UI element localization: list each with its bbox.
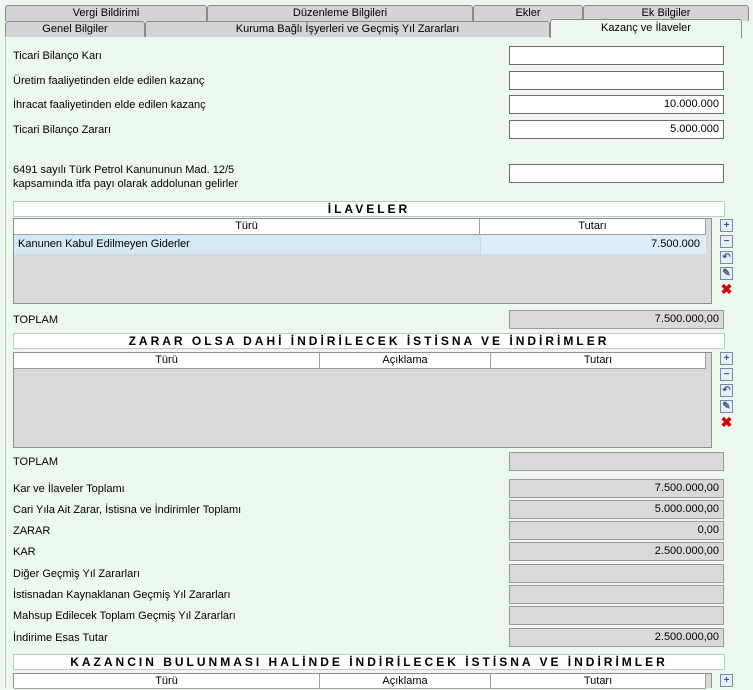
edit-icon[interactable]: ✎ — [720, 267, 733, 280]
cari-yil-zarar-label: Cari Yıla Ait Zarar, İstisna ve İndirimler Toplamı — [13, 504, 242, 516]
uretim-kazanc-label: Üretim faaliyetinden elde edilen kazanç — [13, 75, 205, 87]
kar-label: KAR — [13, 546, 36, 558]
ticari-bilanco-kari-input[interactable] — [509, 46, 724, 65]
zarar-toplam-value — [509, 452, 724, 471]
mahsup-edilecek-label: Mahsup Edilecek Toplam Geçmiş Yıl Zararları — [13, 610, 236, 622]
petrol-kanunu-label-line2: kapsamında itfa payı olarak addolunan gelirler — [13, 178, 239, 190]
diger-gecmis-yil-value — [509, 564, 724, 583]
zarar-toplam-label: TOPLAM — [13, 456, 59, 468]
ihracat-kazanc-input[interactable]: 10.000.000 — [509, 95, 724, 114]
zarar-istisna-grid — [13, 352, 712, 448]
tab-genel-bilgiler[interactable]: Genel Bilgiler — [5, 21, 145, 37]
petrol-kanunu-label-line1: 6491 sayılı Türk Petrol Kanununun Mad. 12/5 — [13, 164, 235, 176]
ilaveler-toplam-label: TOPLAM — [13, 314, 59, 326]
ilaveler-toplam-value: 7.500.000,00 — [509, 310, 724, 329]
remove-row-icon[interactable]: − — [720, 235, 733, 248]
kazanc-istisna-title: KAZANCIN BULUNMASI HALİNDE İNDİRİLECEK İSTİSNA VE İNDİRİMLER — [13, 654, 725, 670]
ilaveler-grid — [13, 218, 712, 304]
zarar-istisna-title: ZARAR OLSA DAHİ İNDİRİLECEK İSTİSNA VE İNDİRİMLER — [13, 333, 725, 349]
kar-value: 2.500.000,00 — [509, 542, 724, 561]
zarar-col-aciklama[interactable]: Açıklama — [320, 353, 491, 369]
ilaveler-col-tutari[interactable]: Tutarı — [480, 219, 706, 235]
indirime-esas-tutar-label: İndirime Esas Tutar — [13, 632, 108, 644]
kazanc-col-aciklama[interactable]: Açıklama — [320, 674, 491, 689]
zarar-value: 0,00 — [509, 521, 724, 540]
delete-icon[interactable]: ✖ — [720, 281, 733, 297]
zarar-col-tutari[interactable]: Tutarı — [491, 353, 706, 369]
tab-vergi-bildirimi[interactable]: Vergi Bildirimi — [5, 5, 207, 21]
kazanc-col-turu[interactable]: Türü — [14, 674, 320, 689]
ticari-bilanco-zarari-label: Ticari Bilanço Zararı — [13, 124, 112, 136]
istisnadan-kaynaklanan-label: İstisnadan Kaynaklanan Geçmiş Yıl Zararları — [13, 589, 231, 601]
ilaveler-row-tutari: 7.500.000 — [480, 235, 706, 254]
kar-ilaveler-toplami-label: Kar ve İlaveler Toplamı — [13, 483, 125, 495]
zarar-label: ZARAR — [13, 525, 51, 537]
ihracat-kazanc-label: İhracat faaliyetinden elde edilen kazanç — [13, 99, 206, 111]
kazanc-istisna-grid — [13, 673, 712, 688]
cari-yil-zarar-value: 5.000.000,00 — [509, 500, 724, 519]
ilaveler-title: İLAVELER — [13, 201, 725, 217]
zarar-col-turu[interactable]: Türü — [14, 353, 320, 369]
tab-kuruma-bagli-isyerleri[interactable]: Kuruma Bağlı İşyerleri ve Geçmiş Yıl Zararları — [145, 21, 550, 37]
petrol-kanunu-input[interactable] — [509, 164, 724, 183]
ilaveler-row-turu: Kanunen Kabul Edilmeyen Giderler — [18, 238, 190, 250]
add-row-icon[interactable]: + — [720, 352, 733, 365]
tab-kazanc-ve-ilaveler[interactable]: Kazanç ve İlaveler — [550, 19, 742, 39]
ticari-bilanco-zarari-input[interactable]: 5.000.000 — [509, 120, 724, 139]
indirime-esas-tutar-value: 2.500.000,00 — [509, 628, 724, 647]
mahsup-edilecek-value — [509, 606, 724, 625]
ilaveler-col-turu[interactable]: Türü — [14, 219, 480, 235]
remove-row-icon[interactable]: − — [720, 368, 733, 381]
edit-icon[interactable]: ✎ — [720, 400, 733, 413]
undo-icon[interactable]: ↶ — [720, 251, 733, 264]
table-row[interactable] — [14, 235, 706, 254]
ticari-bilanco-kari-label: Ticari Bilanço Karı — [13, 50, 102, 62]
ilaveler-toolbar — [720, 219, 734, 299]
undo-icon[interactable]: ↶ — [720, 384, 733, 397]
tab-duzenleme-bilgileri[interactable]: Düzenleme Bilgileri — [207, 5, 473, 21]
uretim-kazanc-input[interactable] — [509, 71, 724, 90]
kazanc-col-tutari[interactable]: Tutarı — [491, 674, 706, 689]
delete-icon[interactable]: ✖ — [720, 414, 733, 430]
kar-ilaveler-toplami-value: 7.500.000,00 — [509, 479, 724, 498]
tab-ek-bilgiler[interactable]: Ek Bilgiler — [583, 5, 749, 21]
add-row-icon[interactable]: + — [720, 219, 733, 232]
tab-ekler[interactable]: Ekler — [473, 5, 583, 21]
istisnadan-kaynaklanan-value — [509, 585, 724, 604]
zarar-toolbar — [720, 352, 734, 432]
add-row-icon[interactable]: + — [720, 674, 733, 687]
diger-gecmis-yil-label: Diğer Geçmiş Yıl Zararları — [13, 568, 140, 580]
